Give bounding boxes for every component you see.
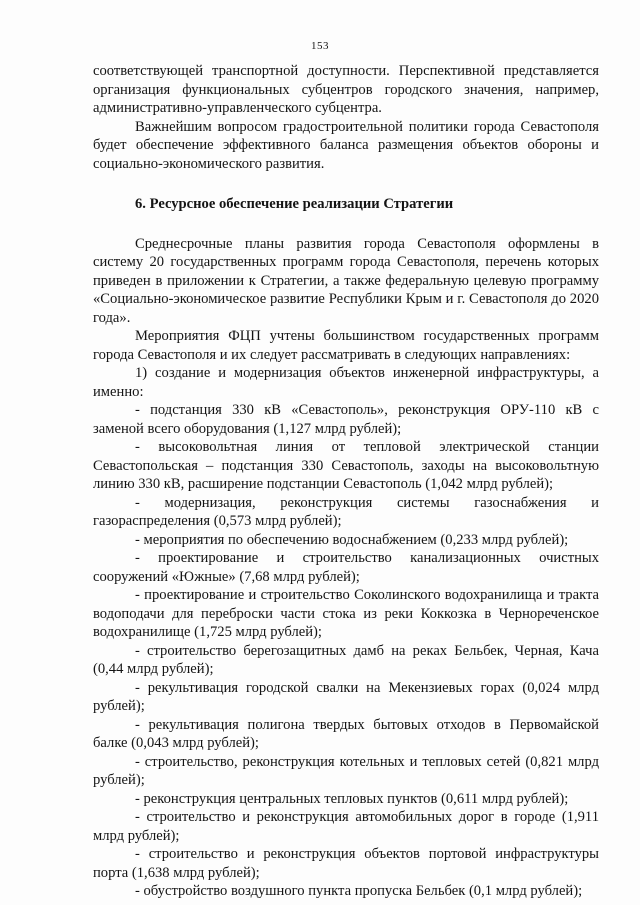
list-item: - проектирование и строительство канализационных очистных сооружений «Южные» (7,68 млрд рублей); — [93, 550, 599, 585]
paragraph: 1) создание и модернизация объектов инженерной инфраструктуры, а именно: — [93, 365, 599, 400]
paragraph: соответствующей транспортной доступности. Перспективной представляется организация функциональных субцентров городского значения, например, административно-управленческого субцентра. — [93, 63, 599, 116]
page-content — [93, 62, 599, 901]
list — [93, 401, 599, 901]
paragraph: Важнейшим вопросом градостроительной политики города Севастополя будет обеспечение эффективного баланса размещения объектов обороны и социально-экономического развития. — [93, 118, 599, 172]
section-heading: 6. Ресурсное обеспечение реализации Стратегии — [135, 196, 454, 212]
list-item: - реконструкция центральных тепловых пунктов (0,611 млрд рублей); — [135, 790, 569, 807]
list-item: - рекультивация полигона твердых бытовых отходов в Первомайской балке (0,043 млрд рублей); — [93, 716, 599, 751]
list-item: - строительство берегозащитных дамб на реках Бельбек, Черная, Кача (0,44 млрд рублей); — [93, 642, 599, 677]
paragraph: Мероприятия ФЦП учтены большинством государственных программ города Севастополя и их следует рассматривать в следующих направлениях: — [93, 328, 599, 363]
list-item: - проектирование и строительство Соколинского водохранилища и тракта водоподачи для переброски части стока из реки Коккозка в Чернореченское водохранилище (1,725 млрд рублей); — [93, 587, 599, 640]
list-item: - мероприятия по обеспечению водоснабжением (0,233 млрд рублей); — [135, 531, 569, 548]
list-item: - модернизация, реконструкция системы газоснабжения и газораспределения (0,573 млрд рублей); — [93, 494, 599, 529]
list-item: - подстанция 330 кВ «Севастополь», реконструкция ОРУ-110 кВ с заменой всего оборудования (1,127 млрд рублей); — [93, 402, 599, 437]
list-item: - строительство и реконструкция объектов портовой инфраструктуры порта (1,638 млрд рублей); — [93, 846, 599, 881]
list-item: - строительство и реконструкция автомобильных дорог в городе (1,911 млрд рублей); — [93, 809, 599, 844]
list-item: - рекультивация городской свалки на Мекензиевых горах (0,024 млрд рублей); — [93, 679, 599, 714]
paragraph: Среднесрочные планы развития города Севастополя оформлены в систему 20 государственных программ города Севастополя, перечень которых приведен в приложении к Стратегии, а также федеральную целевую программу «Социально-экономическое развитие Республики Крым и г. Севастополя до 2020 года». — [93, 235, 599, 326]
list-item: - обустройство воздушного пункта пропуска Бельбек (0,1 млрд рублей); — [135, 883, 583, 899]
list-item: - высоковольтная линия от тепловой электрической станции Севастопольская – подстанция 330 Севастополь, заходы на высоковольтную линию 330 кВ, расширение подстанции Севастополь (1,042 млрд рублей); — [93, 439, 599, 492]
page-number: 153 — [311, 40, 329, 52]
list-item: - строительство, реконструкция котельных и тепловых сетей (0,821 млрд рублей); — [93, 753, 599, 788]
